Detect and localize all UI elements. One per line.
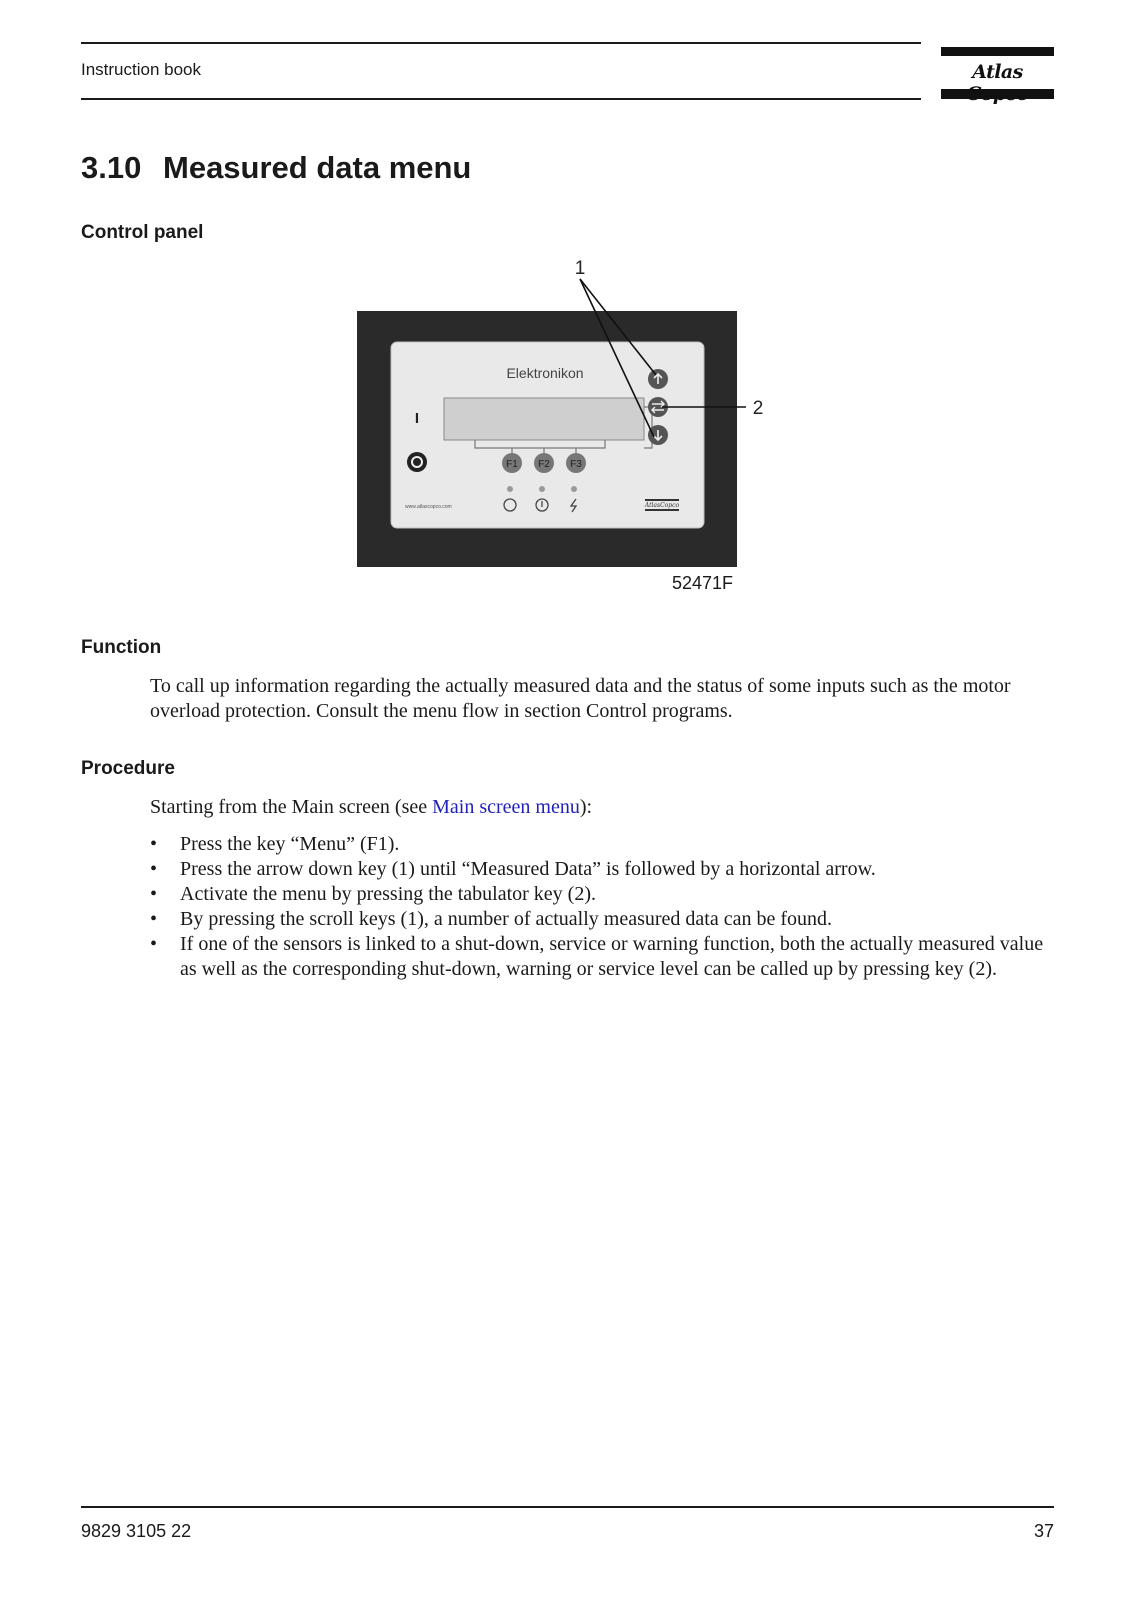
step-text: If one of the sensors is linked to a shut-down, service or warning function, both the actually measured value as well as the corresponding shut-down, warning or service level can be called up by pressing key (2). [180, 933, 1044, 980]
header-bottom-rule [81, 98, 921, 100]
procedure-steps [150, 832, 1060, 982]
step-text: Activate the menu by pressing the tabulator key (2). [180, 883, 596, 905]
header-top-rule [81, 42, 921, 44]
list-item: • Press the key “Menu” (F1). [150, 833, 400, 855]
footer-rule [81, 1506, 1054, 1508]
figure-caption: 52471F [672, 573, 734, 593]
step-text: Press the key “Menu” (F1). [180, 833, 400, 855]
control-panel-heading: Control panel [81, 222, 204, 243]
f3-label: F3 [570, 459, 582, 470]
callout-1-label: 1 [574, 258, 586, 279]
doc-number: 9829 3105 22 [81, 1521, 192, 1541]
list-item: • By pressing the scroll keys (1), a number of actually measured data can be found. [150, 908, 833, 930]
website-label: www.atlascopco.com [405, 504, 452, 510]
main-screen-menu-link[interactable]: Main screen menu [432, 796, 580, 818]
procedure-intro [150, 795, 1060, 820]
step-text: Press the arrow down key (1) until “Measured Data” is followed by a horizontal arrow. [180, 858, 876, 880]
panel-brand: AtlasCopco [644, 502, 680, 509]
lcd-display [444, 398, 644, 440]
procedure-intro-before: Starting from the Main screen (see [150, 796, 433, 818]
procedure-intro-after: ): [579, 796, 593, 818]
list-item: • Activate the menu by pressing the tabulator key (2). [150, 883, 596, 905]
stop-key [407, 452, 427, 472]
f1-label: F1 [506, 459, 518, 470]
control-panel-figure [340, 255, 800, 590]
procedure-heading: Procedure [81, 758, 175, 779]
section-title [81, 150, 471, 186]
atlas-copco-logo [941, 47, 1054, 99]
section-title-text: Measured data menu [163, 150, 472, 185]
device-label: Elektronikon [506, 365, 584, 381]
list-item: • Press the arrow down key (1) until “Measured Data” is followed by a horizontal arrow. [150, 858, 876, 880]
page-number: 37 [1033, 1521, 1054, 1541]
function-heading: Function [81, 637, 162, 658]
start-key: I [414, 410, 420, 427]
header-title: Instruction book [81, 60, 202, 79]
step-text: By pressing the scroll keys (1), a number of actually measured data can be found. [180, 908, 833, 930]
section-number: 3.10 [81, 150, 142, 185]
logo-wordmark: Atlas [972, 61, 1023, 83]
list-item: • If one of the sensors is linked to a shut-down, service or warning function, both the actually measured value as well as the corresponding shut-down, warning or service level can be called up by pressing key (2). [150, 933, 1044, 980]
f2-label: F2 [538, 459, 550, 470]
callout-2-label: 2 [752, 398, 764, 419]
function-text: To call up information regarding the actually measured data and the status of some inputs such as the motor overload protection. Consult the menu flow in section Control programs. [150, 675, 1011, 722]
